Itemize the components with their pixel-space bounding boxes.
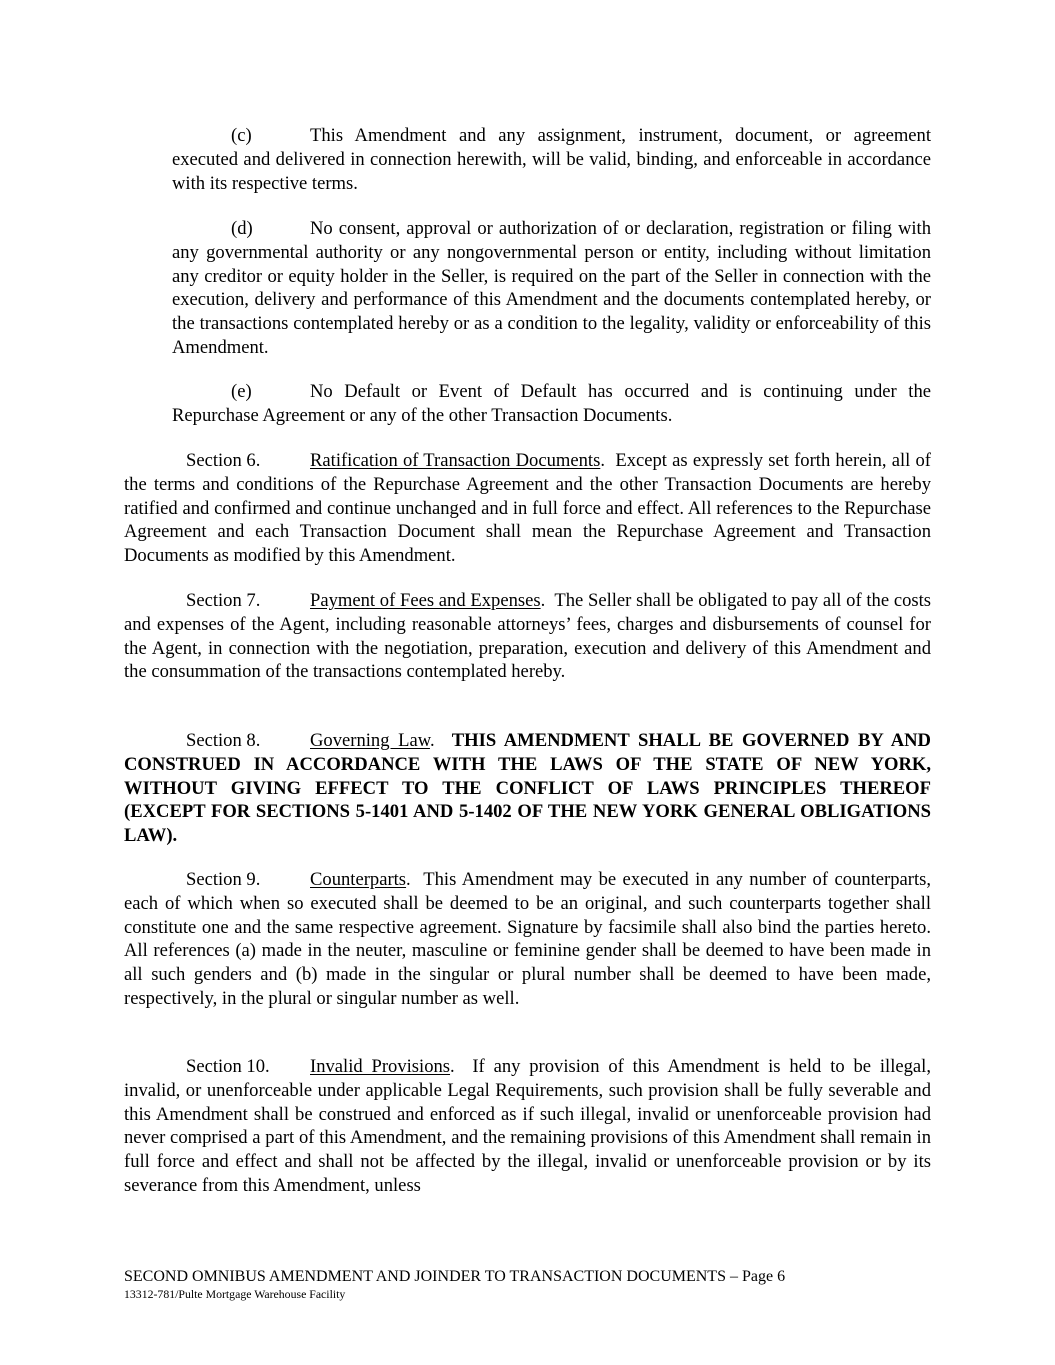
subsection-text: This Amendment and any assignment, instrument, document, or agreement executed and delivered in connection herewith, will be valid, binding, and enforceable in accordance with its respective terms. [172,125,931,194]
section-6: Section 6. Ratification of Transaction Documents. Except as expressly set forth herein, all of the terms and conditions of the Repurchase Agreement and the other Transaction Documents are hereby ratified and confirmed and continue unchanged and in full force and effect. All references to the Repurchase Agreement and each Transaction Document shall mean the Repurchase Agreement and Transaction Documents as modified by this Amendment. [124,450,931,567]
section-heading: Governing Law [310,730,430,751]
section-label: Section 8. [186,730,261,751]
section-text: If any provision of this Amendment is held to be illegal, invalid, or unenforceable under applicable Legal Requirements, such provision shall be fully severable and this Amendment shall be construed and enforced as if such illegal, invalid or unenforceable provision had never comprised a part of this Amendment, and the remaining provisions of this Amendment shall remain in full force and effect and shall not be affected by the illegal, invalid or unenforceable provision or by its severance from this Amendment, unless [124,1056,931,1196]
subsection-label: (e) [231,381,252,402]
section-7: Section 7. Payment of Fees and Expenses. The Seller shall be obligated to pay all of the costs and expenses of the Agent, including reasonable attorneys’ fees, charges and disbursements of counsel for the Agent, in connection with the negotiation, preparation, execution and delivery of this Amendment and the consummation of the transactions contemplated hereby. [124,590,932,683]
section-10: Section 10. Invalid Provisions. If any provision of this Amendment is held to be illegal, invalid, or unenforceable under applicable Legal Requirements, such provision shall be fully severable and this Amendment shall be construed and enforced as if such illegal, invalid or unenforceable provision had never comprised a part of this Amendment, and the remaining provisions of this Amendment shall remain in full force and effect and shall not be affected by the illegal, invalid or unenforceable provision or by its severance from this Amendment, unless [124,1056,931,1196]
section-heading: Payment of Fees and Expenses [310,590,541,611]
subsection-label: (c) [231,125,252,146]
section-text: THIS AMENDMENT SHALL BE GOVERNED BY AND CONSTRUED IN ACCORDANCE WITH THE LAWS OF THE STATE OF NEW YORK, WITHOUT GIVING EFFECT TO THE CONFLICT OF LAWS PRINCIPLES THEREOF (EXCEPT FOR SECTIONS 5-1401 AND 5-1402 OF THE NEW YORK GENERAL OBLIGATIONS LAW). [124,730,931,847]
subsection-d [172,217,931,360]
subsection-text: No Default or Event of Default has occurred and is continuing under the Repurchase Agreement or any of the other Transaction Documents. [172,381,931,426]
footer-title: SECOND OMNIBUS AMENDMENT AND JOINDER TO TRANSACTION DOCUMENTS – Page 6 [124,1268,786,1285]
subsection-c [172,124,931,195]
section-text: The Seller shall be obligated to pay all of the costs and expenses of the Agent, including reasonable attorneys’ fees, charges and disbursements of counsel for the Agent, in connection with the negotiation, preparation, execution and delivery of this Amendment and the consummation of the transactions contemplated hereby. [124,590,932,683]
section-text: This Amendment may be executed in any number of counterparts, each of which when so executed shall be deemed to be an original, and such counterparts together shall constitute one and the same respective agreement. Signature by facsimile shall also bind the parties hereto. All references (a) made in the neuter, masculine or feminine gender shall be deemed to have been made in all such genders and (b) made in the singular or plural number shall be deemed to have been made, respectively, in the plural or singular number as well. [124,869,932,1009]
subsection-label: (d) [231,218,253,239]
page-footer [124,1267,785,1302]
section-8: Section 8. Governing Law. THIS AMENDMENT SHALL BE GOVERNED BY AND CONSTRUED IN ACCORDANCE WITH THE LAWS OF THE STATE OF NEW YORK, WITHOUT GIVING EFFECT TO THE CONFLICT OF LAWS PRINCIPLES THEREOF (EXCEPT FOR SECTIONS 5-1401 AND 5-1402 OF THE NEW YORK GENERAL OBLIGATIONS LAW). [124,730,931,847]
section-label: Section 9. [186,869,261,890]
section-label: Section 10. [186,1056,270,1077]
section-heading: Invalid Provisions [310,1056,451,1077]
subsection-e [172,380,931,428]
subsection-text: No consent, approval or authorization of or declaration, registration or filing with any governmental authority or any nongovernmental person or entity, including without limitation any creditor or equity holder in the Seller, is required on the part of the Seller in connection with the execution, delivery and performance of this Amendment and the documents contemplated hereby, or the transactions contemplated hereby or as a condition to the legality, validity or enforceability of this Amendment. [172,218,931,358]
section-text: Except as expressly set forth herein, all of the terms and conditions of the Repurchase Agreement and the other Transaction Documents are hereby ratified and confirmed and continue unchanged and in full force and effect. All references to the Repurchase Agreement and each Transaction Document shall mean the Repurchase Agreement and Transaction Documents as modified by this Amendment. [124,450,931,567]
section-label: Section 6. [186,450,261,471]
section-heading: Counterparts [310,869,407,890]
footer-reference: 13312-781/Pulte Mortgage Warehouse Facility [124,1287,346,1301]
section-9: Section 9. Counterparts. This Amendment may be executed in any number of counterparts, each of which when so executed shall be deemed to be an original, and such counterparts together shall constitute one and the same respective agreement. Signature by facsimile shall also bind the parties hereto. All references (a) made in the neuter, masculine or feminine gender shall be deemed to have been made in all such genders and (b) made in the singular or plural number shall be deemed to have been made, respectively, in the plural or singular number as well. [124,869,932,1009]
section-label: Section 7. [186,590,261,611]
section-heading: Ratification of Transaction Documents [310,450,601,471]
